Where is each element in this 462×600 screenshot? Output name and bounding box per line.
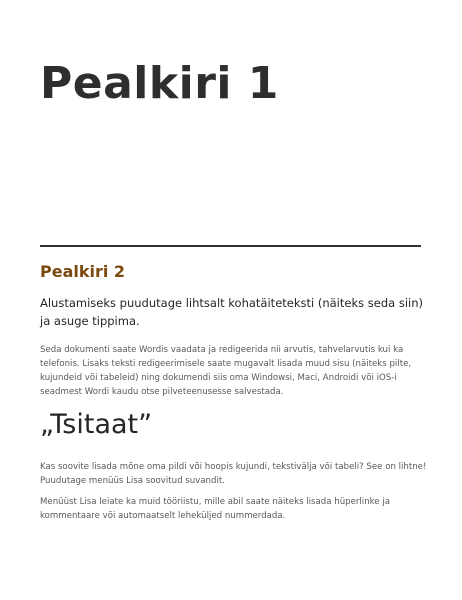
heading-2[interactable]: Pealkiri 2: [40, 262, 126, 281]
document-title[interactable]: Pealkiri 1: [40, 58, 279, 109]
title-divider: [40, 245, 421, 247]
body-paragraph-1[interactable]: Seda dokumenti saate Wordis vaadata ja redigeerida nii arvutis, tahvelarvutis kui ka telefonis. Lisaks teksti redigeerimisele saate mugavalt lisada muud sisu (näiteks pilte, kujundeid või tabeleid) ning dokumendi siis oma Windowsi, Maci, Androidi või iOS-i seadmest Wordi kaudu otse pilveteenusesse salvestada.: [40, 345, 412, 397]
body-paragraph-3[interactable]: Menüüst Lisa leiate ka muid tööriistu, mille abil saate näiteks lisada hüperlinke ja kommentaare või automaatselt leheküljed nummerdada.: [40, 497, 390, 521]
lead-paragraph[interactable]: Alustamiseks puudutage lihtsalt kohatäiteteksti (näiteks seda siin) ja asuge tippima.: [40, 296, 423, 328]
body-paragraph-2[interactable]: Kas soovite lisada mõne oma pildi või hoopis kujundi, tekstivälja või tabeli? See on lihtne! Puudutage menüüs Lisa soovitud suvandit.: [40, 462, 427, 486]
quote[interactable]: „Tsitaat”: [40, 409, 153, 440]
